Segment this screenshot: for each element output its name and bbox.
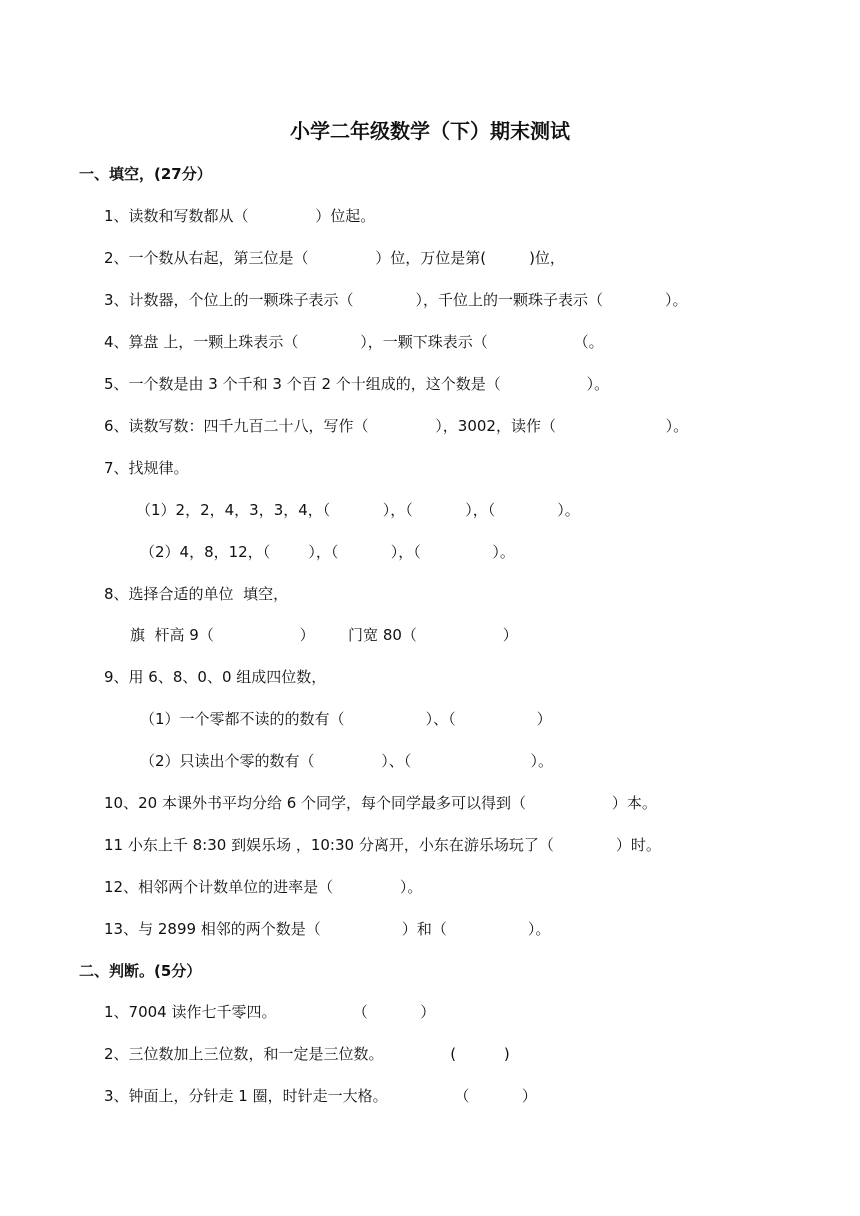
question-9-part-1: （1）一个零都不读的的数有（ ）、（ ）: [140, 710, 552, 728]
question-8-items: 旗 杆高 9（ ） 门宽 80（ ）: [130, 626, 518, 644]
question-7-part-2: （2）4，8，12，（ ），（ ），（ ）。: [140, 543, 515, 561]
judge-question-2: 2、三位数加上三位数，和一定是三位数。 ( ): [104, 1045, 510, 1063]
question-10: 10、20 本课外书平均分给 6 个同学，每个同学最多可以得到（ ）本。: [104, 794, 657, 812]
question-9-part-2: （2）只读出个零的数有（ ）、（ ）。: [140, 752, 553, 770]
section-heading-true-false: 二、判断。(5分）: [79, 962, 202, 980]
question-12: 12、相邻两个计数单位的进率是（ ）。: [104, 878, 423, 896]
judge-question-1: 1、7004 读作七千零四。 （ ）: [104, 1003, 436, 1021]
section-heading-fill-blank: 一、填空，(27分）: [79, 165, 212, 183]
page-title: 小学二年级数学（下）期末测试: [290, 119, 570, 143]
question-3: 3、计数器，个位上的一颗珠子表示（ ），千位上的一颗珠子表示（ ）。: [104, 291, 688, 309]
question-13: 13、与 2899 相邻的两个数是（ ）和（ ）。: [104, 920, 551, 938]
question-9: 9、用 6、8、0、0 组成四位数，: [104, 668, 327, 686]
question-2: 2、一个数从右起，第三位是（ ）位，万位是第( )位，: [104, 249, 565, 267]
question-6: 6、读数写数：四千九百二十八，写作（ ），3002，读作（ ）。: [104, 417, 689, 435]
question-7: 7、找规律。: [104, 459, 189, 477]
question-4: 4、算盘 上，一颗上珠表示（ ），一颗下珠表示（ （。: [104, 333, 604, 351]
question-1: 1、读数和写数都从（ ）位起。: [104, 207, 376, 225]
question-5: 5、一个数是由 3 个千和 3 个百 2 个十组成的，这个数是（ ）。: [104, 375, 610, 393]
judge-question-3: 3、钟面上，分针走 1 圈，时针走一大格。 （ ）: [104, 1087, 537, 1105]
question-11: 11 小东上千 8:30 到娱乐场 ，10:30 分离开，小东在游乐场玩了（ ）时。: [104, 836, 661, 854]
question-8: 8、选择合适的单位 填空，: [104, 585, 289, 603]
question-7-part-1: （1）2，2，4，3，3，4，（ ），（ ），（ ）。: [136, 501, 580, 519]
